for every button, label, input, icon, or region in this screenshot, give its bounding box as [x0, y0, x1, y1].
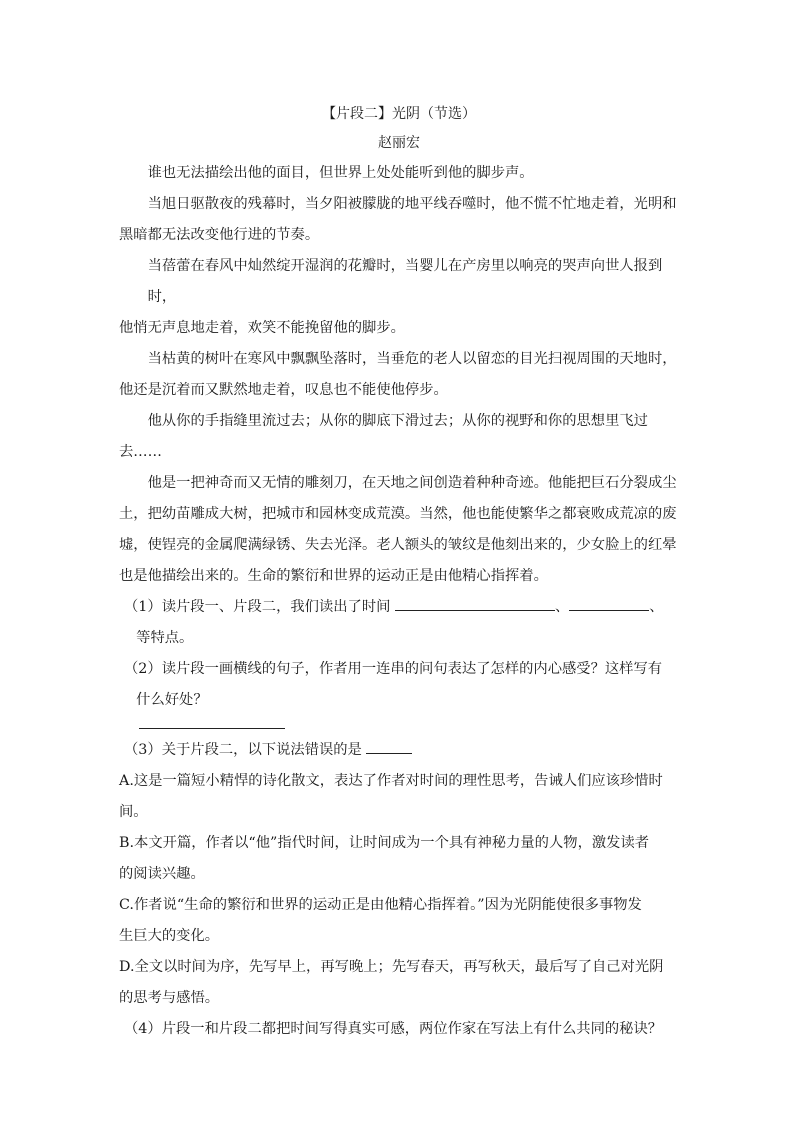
- question-1: [119, 592, 679, 654]
- paragraph-line: 土，把幼苗雕成大树，把城市和园林变成荒漠。当然，他也能使繁华之都衰败成荒凉的废: [119, 506, 677, 522]
- paragraph-line: 他是一把神奇而又无情的雕刻刀，在天地之间创造着种种奇迹。他能把巨石分裂成尘: [147, 475, 677, 491]
- paragraph-5: [119, 406, 679, 468]
- question-1-text: （1）读片段一、片段二，我们读出了时间: [124, 599, 395, 615]
- paragraph-3: [119, 251, 679, 344]
- paragraph-line: 墟，使锃亮的金属爬满绿锈、失去光泽。老人额头的皱纹是他刻出来的，少女脸上的红晕: [119, 537, 677, 553]
- passage-author: 赵丽宏: [378, 135, 420, 151]
- answer-line[interactable]: [139, 728, 285, 729]
- option-line: C.作者说“生命的繁衍和世界的运动正是由他精心指挥着。”因为光阴能使很多事物发: [119, 897, 642, 913]
- question-3: [119, 735, 679, 1014]
- question-2-continuation: 什么好处？: [136, 692, 208, 708]
- option-c[interactable]: [119, 890, 679, 952]
- paragraph-6: [119, 468, 679, 592]
- answer-blank[interactable]: [366, 739, 412, 754]
- paragraph-line: 当旭日驱散夜的残幕时，当夕阳被朦胧的地平线吞噬时，他不慌不忙地走着，光明和: [147, 196, 677, 212]
- paragraph-1: [119, 158, 679, 189]
- paragraph-line: 他悄无声息地走着，欢笑不能挽留他的脚步。: [119, 320, 405, 336]
- option-line: 生巨大的变化。: [119, 928, 220, 944]
- document-page: [119, 100, 679, 1045]
- passage-body: [119, 158, 679, 592]
- blank-separator: 、: [649, 599, 664, 615]
- paragraph-line: 当蓓蕾在春风中灿然绽开湿润的花瓣时，当婴儿在产房里以响亮的哭声向世人报到时，: [147, 258, 663, 305]
- option-b[interactable]: [119, 828, 679, 890]
- blank-separator: 、: [554, 599, 570, 615]
- question-1-line: [119, 592, 679, 623]
- option-line: 的思考与感悟。: [119, 990, 220, 1006]
- paragraph-line: 黑暗都无法改变他行进的节奏。: [119, 227, 320, 243]
- paragraph-line: 他还是沉着而又默然地走着，叹息也不能使他停步。: [119, 382, 448, 398]
- paragraph-line: 也是他描绘出来的。生命的繁衍和世界的运动正是由他精心指挥着。: [119, 568, 548, 584]
- paragraph-line: 当枯黄的树叶在寒风中飘飘坠落时，当垂危的老人以留恋的目光扫视周围的天地时，: [147, 351, 677, 367]
- paragraph-2: [119, 189, 679, 251]
- option-a[interactable]: [119, 766, 679, 828]
- option-line: D.全文以时间为序，先写早上，再写晚上；先写春天，再写秋天，最后写了自己对光阴: [119, 959, 664, 975]
- answer-blank[interactable]: [569, 596, 649, 611]
- option-line: 的阅读兴趣。: [119, 866, 205, 882]
- option-line: B.本文开篇，作者以“他”指代时间，让时间成为一个具有神秘力量的人物，激发读者: [119, 835, 650, 851]
- paragraph-line: 去……: [119, 444, 162, 460]
- option-line: A.这是一篇短小精悍的诗化散文，表达了作者对时间的理性思考，告诫人们应该珍惜时: [119, 773, 663, 789]
- question-2-line: （2）读片段一画横线的句子，作者用一连串的问句表达了怎样的内心感受？这样写有: [124, 661, 663, 677]
- option-d[interactable]: [119, 952, 679, 1014]
- answer-blank[interactable]: [395, 596, 555, 611]
- passage-title: 【片段二】光阴（节选）: [322, 106, 476, 122]
- question-4: [119, 1014, 679, 1045]
- paragraph-line: 谁也无法描绘出他的面目，但世界上处处能听到他的脚步声。: [147, 165, 534, 181]
- question-4-line: （4）片段一和片段二都把时间写得真实可感，两位作家在写法上有什么共同的秘诀？: [124, 1021, 663, 1037]
- paragraph-line: 他从你的手指缝里流过去；从你的脚底下滑过去；从你的视野和你的思想里飞过: [147, 413, 648, 429]
- paragraph-4: [119, 344, 679, 406]
- question-3-text: （3）关于片段二，以下说法错误的是: [124, 742, 367, 758]
- question-3-line: [119, 735, 679, 766]
- question-2: [119, 654, 679, 729]
- question-1-continuation: 等特点。: [136, 630, 194, 646]
- option-line: 间。: [119, 804, 148, 820]
